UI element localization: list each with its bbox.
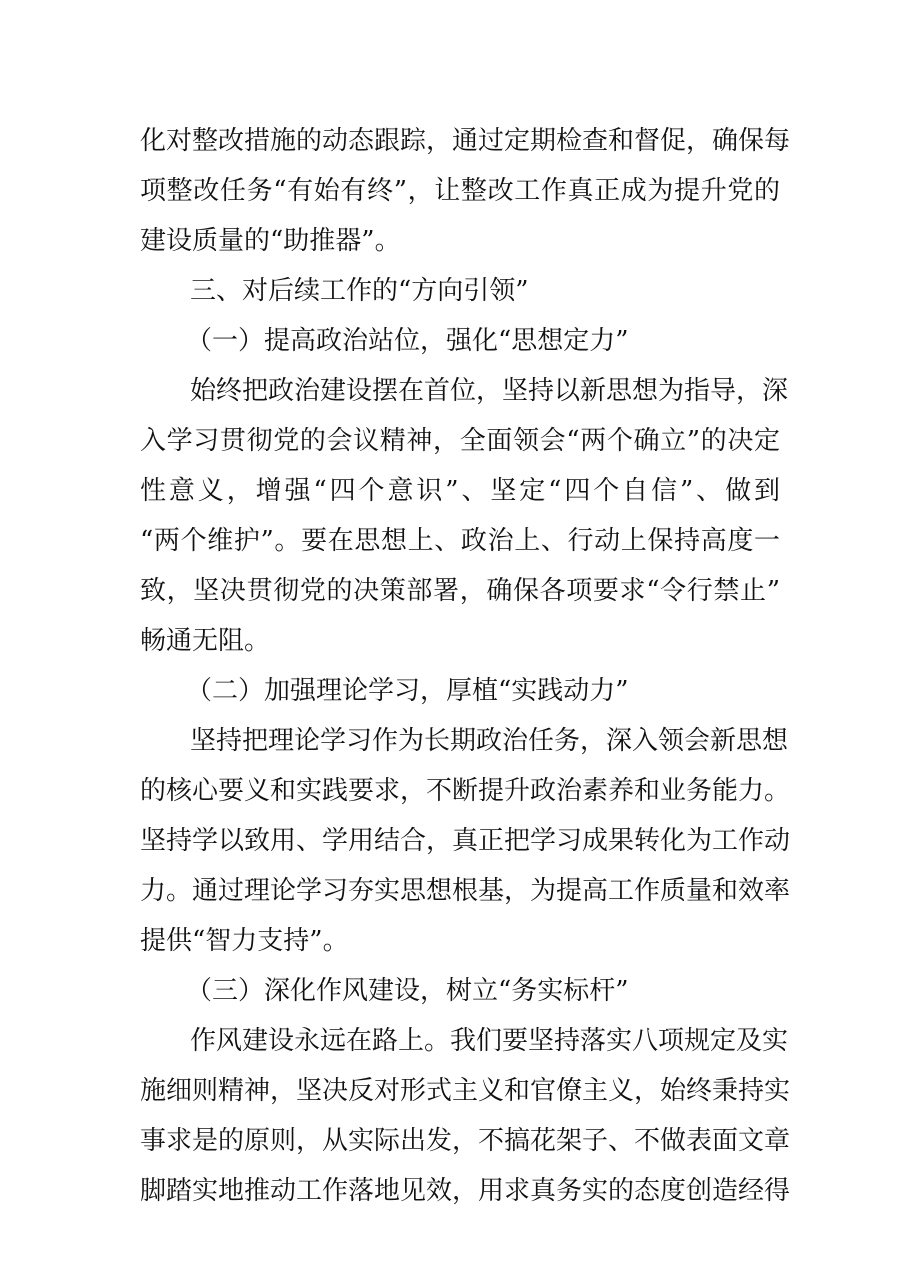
body-text-line: 坚持学以致用、学用结合，真正把学习成果转化为工作动 <box>140 826 791 856</box>
body-text-line: 施细则精神，坚决反对形式主义和官僚主义，始终秉持实 <box>140 1076 791 1106</box>
body-text-line: 建设质量的“助推器”。 <box>140 226 401 256</box>
subsection-heading: （一）提高政治站位，强化“思想定力” <box>186 326 629 356</box>
body-text-line: 始终把政治建设摆在首位，坚持以新思想为指导，深 <box>190 376 789 406</box>
body-text-line: 畅通无阻。 <box>140 626 271 656</box>
body-text-line: 作风建设永远在路上。我们要坚持落实八项规定及实 <box>190 1026 789 1056</box>
subsection-heading: （二）加强理论学习，厚植“实践动力” <box>186 676 629 706</box>
body-text-line: 化对整改措施的动态跟踪，通过定期检查和督促，确保每 <box>140 126 791 156</box>
section-heading: 三、对后续工作的“方向引领” <box>190 276 529 306</box>
subsection-heading: （三）深化作风建设，树立“务实标杆” <box>186 976 629 1006</box>
body-text-line: 事求是的原则，从实际出发，不搞花架子、不做表面文章 <box>140 1126 791 1156</box>
body-text-line: 入学习贯彻党的会议精神，全面领会“两个确立”的决定 <box>140 426 780 456</box>
body-text-line: 提供“智力支持”。 <box>140 926 349 956</box>
body-text-line: 致，坚决贯彻党的决策部署，确保各项要求“令行禁止” <box>140 576 780 606</box>
body-text-line: “两个维护”。要在思想上、政治上、行动上保持高度一 <box>140 526 780 556</box>
body-text-line: 的核心要义和实践要求，不断提升政治素养和业务能力。 <box>140 776 791 806</box>
body-text-line: 性意义，增强“四个意识”、坚定“四个自信”、做到 <box>140 476 780 506</box>
body-text-line: 项整改任务“有始有终”，让整改工作真正成为提升党的 <box>140 176 780 206</box>
body-text-line: 力。通过理论学习夯实思想根基，为提高工作质量和效率 <box>140 876 791 906</box>
body-text-line: 坚持把理论学习作为长期政治任务，深入领会新思想 <box>190 726 789 756</box>
body-text-line: 脚踏实地推动工作落地见效，用求真务实的态度创造经得 <box>140 1176 791 1206</box>
